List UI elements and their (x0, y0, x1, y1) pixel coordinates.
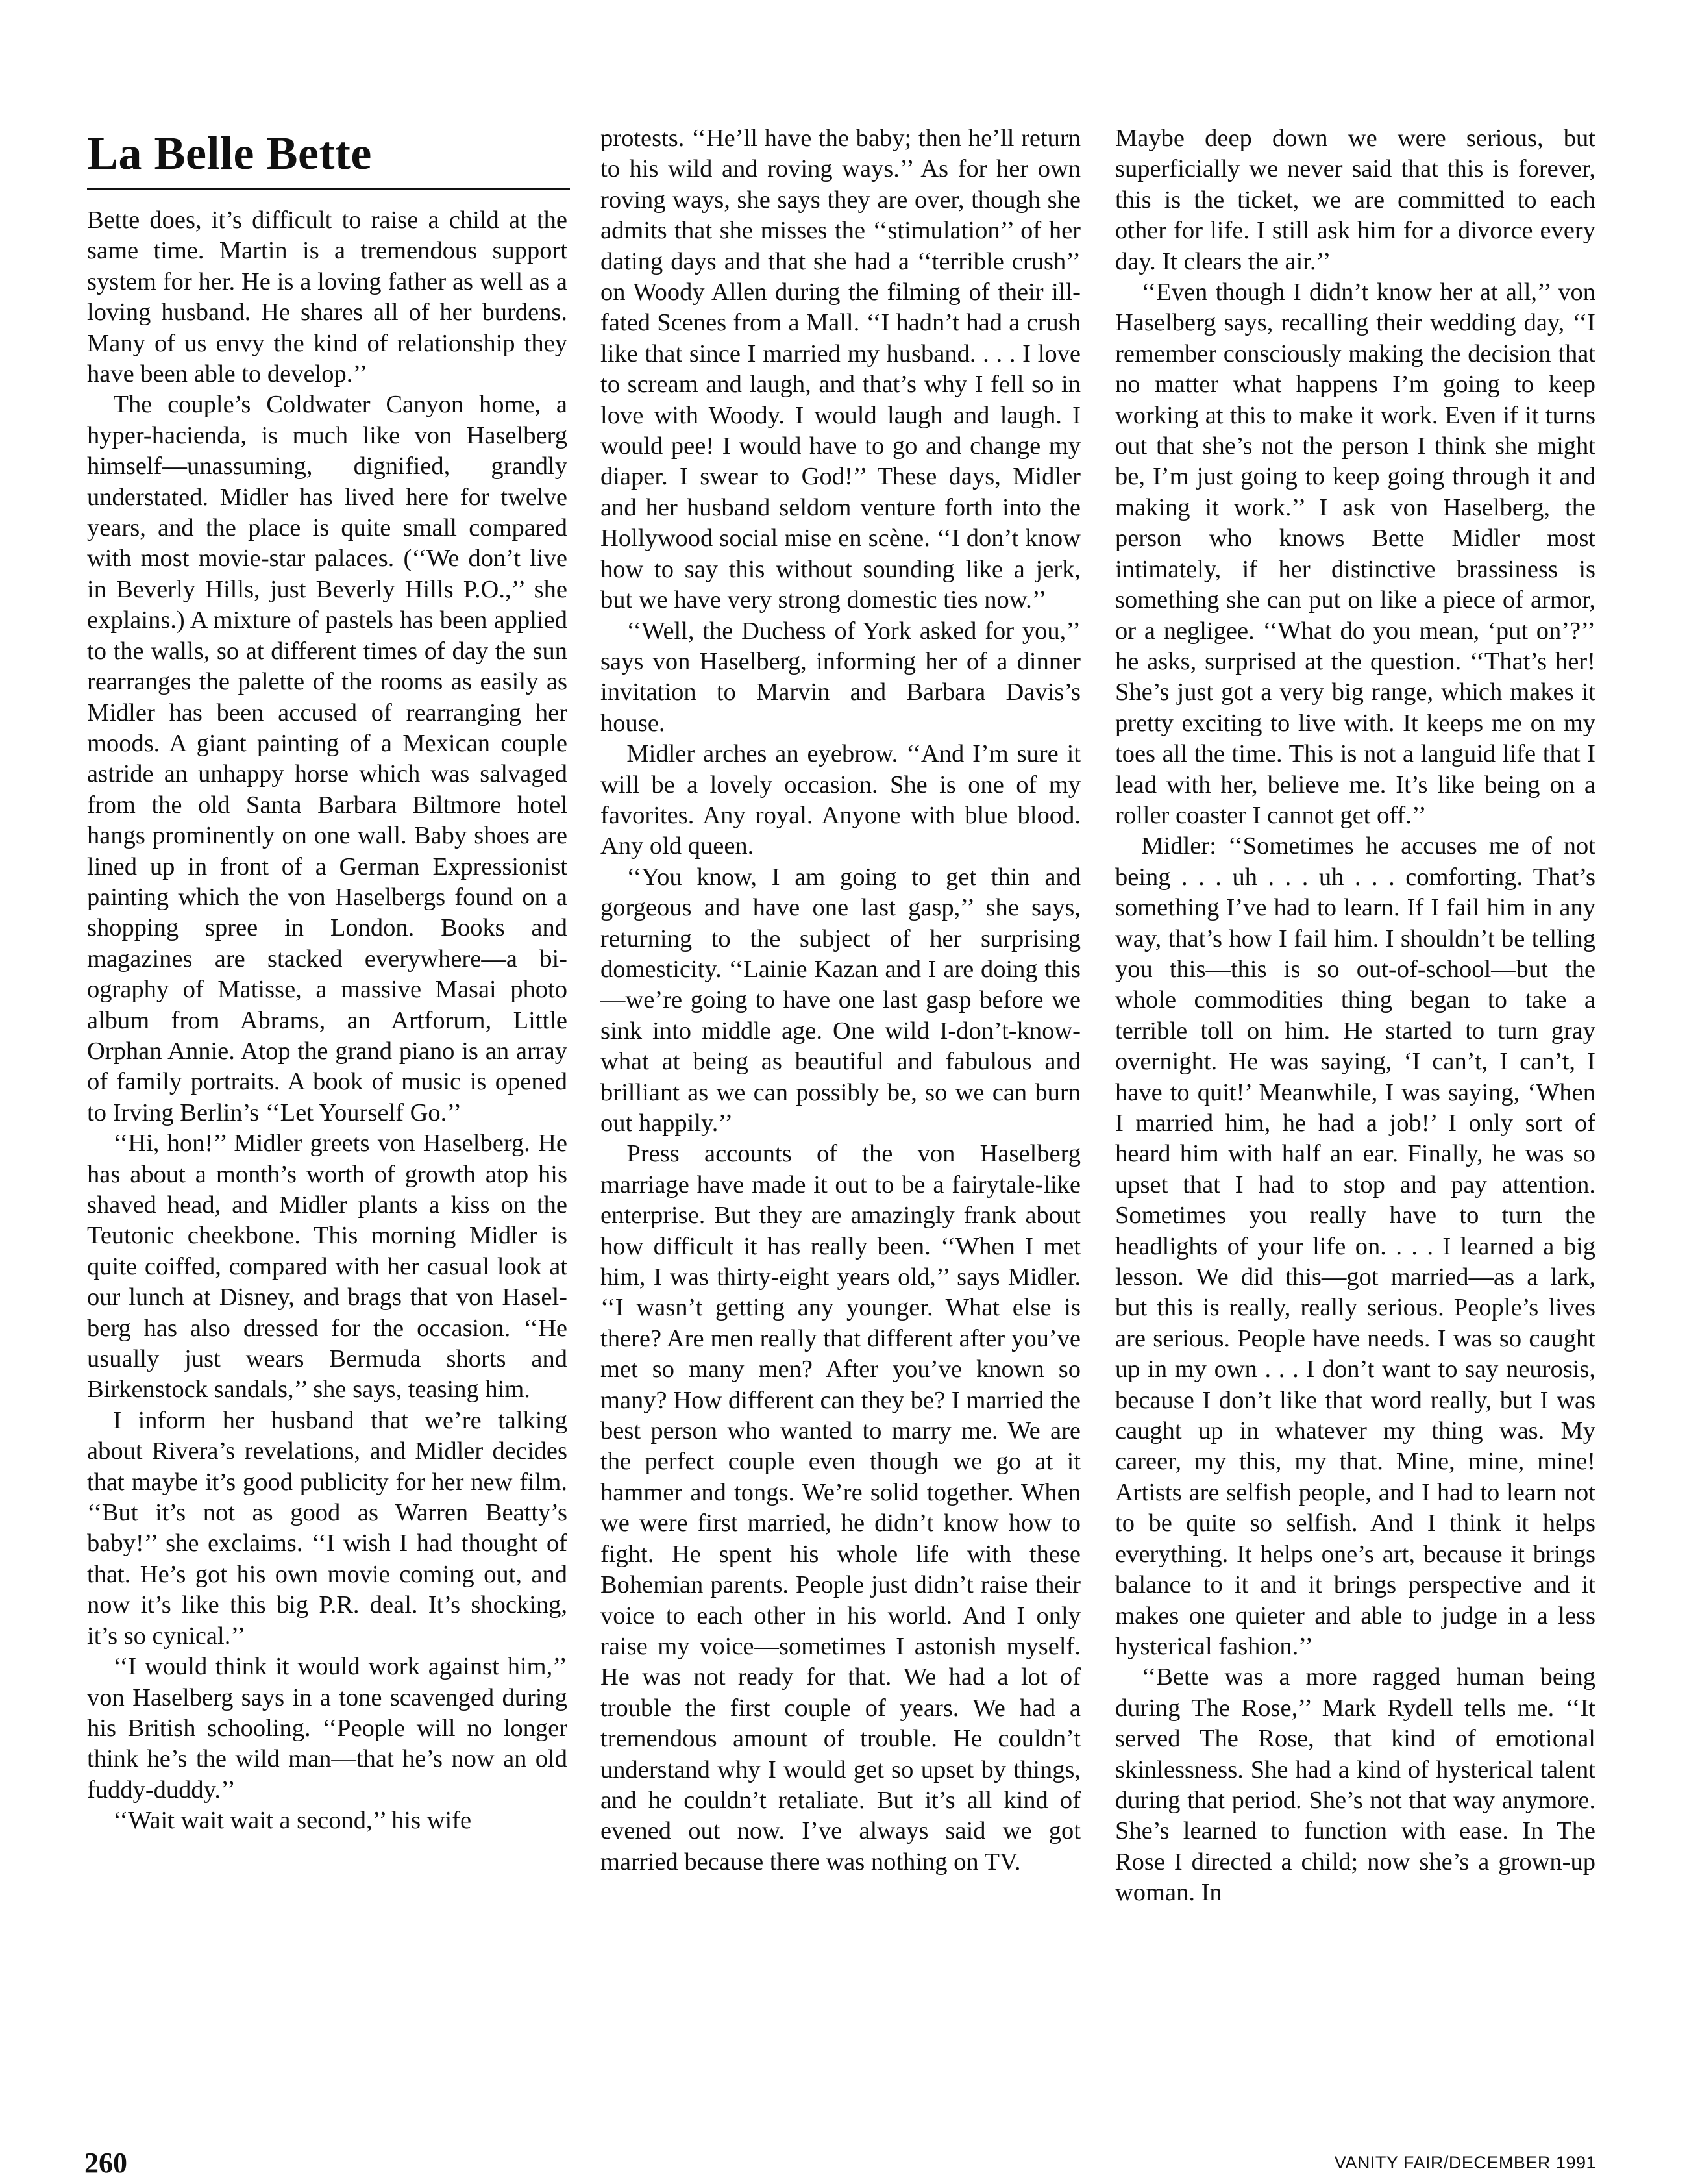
paragraph: ‘‘Hi, hon!’’ Midler greets von Haselberg. He has about a month’s worth of growth atop his shaved head, and Midler plants a kiss on the Teutonic cheekbone. This morning Midler is quite coiffed, compared with her casual look at our lunch at Disney, and brags that von Haselberg has also dressed for the occasion. ‘‘He usually just wears Bermuda shorts and Birkenstock sandals,’’ she says, teasing him. (87, 1130, 567, 1404)
paragraph: Midler arches an eyebrow. ‘‘And I’m sure it will be a lovely occasion. She is one of my favorites. Any royal. Anyone with blue blood. Any old queen. (600, 740, 1081, 860)
paragraph: Maybe deep down we were serious, but superficially we never said that this is forever, this is the ticket, we are committed to each other for life. I still ask him for a divorce every day. It clears the air.’’ (1115, 125, 1595, 275)
paragraph: ‘‘Wait wait wait a second,’’ his wife (113, 1807, 472, 1835)
issue-credit: VANITY FAIR/DECEMBER 1991 (1334, 2153, 1596, 2172)
paragraph: I inform her husband that we’re talking about Rivera’s revelations, and Midler decides that maybe it’s good publicity for her new film. ‘‘But it’s not as good as Warren Beatty’s baby!’’ she exclaims. ‘‘I wish I had thought of that. He’s got his own movie coming out, and now it’s like this big P.R. deal. It’s shocking, it’s so cynical.’’ (87, 1406, 567, 1650)
paragraph: Midler: ‘‘Sometimes he accuses me of not being . . . uh . . . uh . . . comforting. That’s something I’ve had to learn. If I fail him in any way, that’s how I fail him. I shouldn’t be telling you this—this is so out-of-school—but the whole commodities thing began to take a terrible toll on him. He started to turn gray overnight. He was saying, ‘I can’t, I can’t, I have to quit!’ Meanwhile, I was saying, ‘When I married him, he had a job!’ I only sort of heard him with half an ear. Finally, he was so upset that I had to stop and pay attention. Sometimes you really have to turn the headlights of your life on. . . . I learned a big lesson. We did this—got married—as a lark, but this is really, really serious. People’s lives are serious. People have needs. I was so caught up in my own . . . I don’t want to say neurosis, because I don’t like that word really, but I was caught up in whatever my thing was. My career, my this, my that. Mine, mine, mine! Artists are selfish people, and I had to learn not to be quite so selfish. And I think it helps everything. It helps one’s art, because it brings balance to it and it brings perspective and it makes one quieter and able to judge in a less hysterical fashion.’’ (1115, 832, 1595, 1660)
text-column-1 (87, 205, 567, 1837)
paragraph: ‘‘You know, I am going to get thin and gorgeous and have one last gasp,’’ she says, returning to the subject of her surprising domesticity. ‘‘Lainie Kazan and I are doing this—we’re going to have one last gasp before we sink into middle age. One wild I-don’t-know-what at being as beautiful and fabulous and brilliant as we can possibly be, so we can burn out happily.’’ (600, 863, 1081, 1137)
paragraph: Bette does, it’s difficult to raise a child at the same time. Martin is a tremendous support system for her. He is a loving father as well as a loving husband. He shares all of her burdens. Many of us envy the kind of relationship they have been able to develop.’’ (87, 206, 567, 388)
text-column-2 (600, 123, 1081, 1878)
paragraph: Press accounts of the von Haselberg marriage have made it out to be a fairytale-like enterprise. But they are amazingly frank about how difficult it has really been. ‘‘When I met him, I was thirty-eight years old,’’ says Midler. ‘‘I wasn’t getting any younger. What else is there? Are men really that different after you’ve met so many men? After you’ve known so many? How different can they be? I married the best person who wanted to marry me. We are the perfect couple even though we go at it hammer and tongs. We’re solid together. When we were first married, he didn’t know how to fight. He spent his whole life with these Bohemian parents. People just didn’t raise their voice to each other in his world. And I only raise my voice—sometimes I astonish myself. He was not ready for that. We had a lot of trouble the first couple of years. We had a tremendous amount of trouble. He couldn’t understand why I would get so upset by things, and he couldn’t retaliate. But it’s all kind of evened out now. I’ve always said we got married because there was nothing on TV. (600, 1140, 1081, 1876)
paragraph: ‘‘Even though I didn’t know her at all,’’ von Haselberg says, recalling their wedding day, ‘‘I remember consciously making the decision that no matter what happens I’m going to keep working at this to make it work. Even if it turns out that she’s not the person I think she might be, I’m just going to keep going through it and making it work.’’ I ask von Haselberg, the person who knows Bette Midler most intimately, if her distinctive brassiness is something she can put on like a piece of armor, or a negligee. ‘‘What do you mean, ‘put on’?’’ he asks, surprised at the question. ‘‘That’s her! She’s just got a very big range, which makes it pretty exciting to live with. It keeps me on my toes all the time. This is not a languid life that I lead with her, believe me. It’s like being on a roller coaster I cannot get off.’’ (1115, 279, 1595, 829)
headline-rule (87, 188, 570, 190)
paragraph: The couple’s Coldwater Canyon home, a hyper-hacienda, is much like von Haselberg himself—unassuming, dignified, grandly understated. Midler has lived here for twelve years, and the place is quite small compared with most movie-star palaces. (‘‘We don’t live in Beverly Hills, just Beverly Hills P.O.,’’ she explains.) A mixture of pastels has been applied to the walls, so at different times of day the sun rearranges the palette of the rooms as easily as Midler has been accused of rearranging her moods. A giant painting of a Mexican couple astride an unhappy horse which was salvaged from the old Santa Barbara Biltmore hotel hangs prominently on one wall. Baby shoes are lined up in front of a German Expressionist painting which the von Haselbergs found on a shopping spree in London. Books and magazines are stacked everywhere—a biography of Matisse, a massive Masai photo album from Abrams, an Artforum, Little Orphan Annie. Atop the grand piano is an array of family portraits. A book of music is opened to Irving Berlin’s ‘‘Let Yourself Go.’’ (87, 391, 567, 1126)
page-number: 260 (84, 2147, 127, 2179)
paragraph: ‘‘I would think it would work against him,’’ von Haselberg says in a tone scavenged during his British schooling. ‘‘People will no longer think he’s the wild man—that he’s now an old fuddy-duddy.’’ (87, 1653, 567, 1804)
paragraph: ‘‘Well, the Duchess of York asked for you,’’ says von Haselberg, informing her of a dinner invitation to Marvin and Barbara Davis’s house. (600, 617, 1081, 737)
article-headline: La Belle Bette (87, 127, 372, 179)
text-column-3 (1115, 123, 1595, 1909)
paragraph: ‘‘Bette was a more ragged human being during The Rose,’’ Mark Rydell tells me. ‘‘It served The Rose, that kind of emotional skinlessness. She had a kind of hysterical talent during that period. She’s not that way anymore. She’s learned to function with ease. In The Rose I directed a child; now she’s a grown-up woman. In (1115, 1663, 1595, 1907)
paragraph: protests. ‘‘He’ll have the baby; then he’ll return to his wild and roving ways.’’ As for her own roving ways, she says they are over, though she admits that she misses the ‘‘stimulation’’ of her dating days and that she had a ‘‘terrible crush’’ on Woody Allen during the filming of their ill-fated Scenes from a Mall. ‘‘I hadn’t had a crush like that since I married my husband. . . . I love to scream and laugh, and that’s why I fell so in love with Woody. I would laugh and laugh. I would pee! I would have to go and change my diaper. I swear to God!’’ These days, Midler and her husband seldom venture forth into the Hollywood social mise en scène. ‘‘I don’t know how to say this without sounding like a jerk, but we have very strong domestic ties now.’’ (600, 125, 1081, 614)
